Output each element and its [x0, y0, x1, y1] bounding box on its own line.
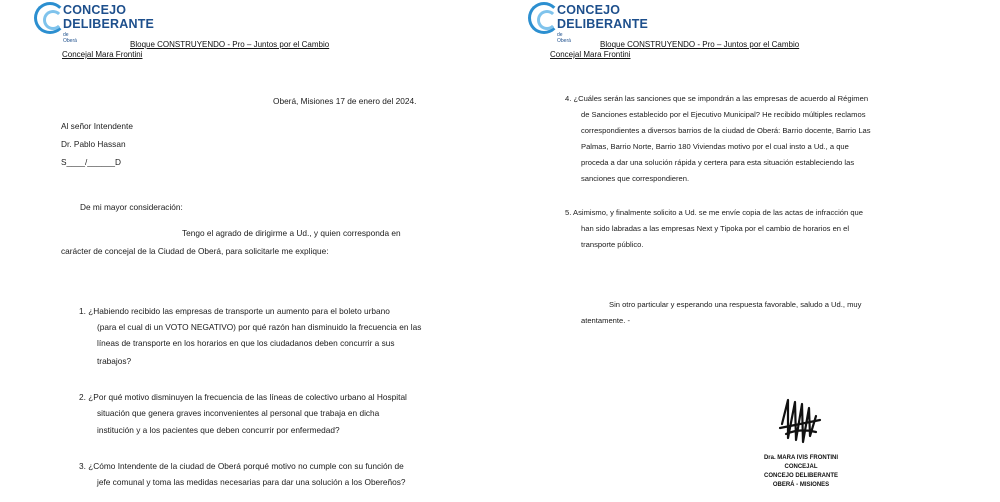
signer-institution: CONCEJO DELIBERANTE	[763, 473, 838, 479]
question-2-line-1: 2. ¿Por qué motivo disminuyen la frecuencia de las líneas de colectivo urbano al Hospital	[79, 392, 407, 402]
logo-line-1: CONCEJO	[557, 3, 621, 17]
handwritten-signature	[776, 394, 826, 454]
concejal-header: Concejal Mara Frontini	[62, 50, 143, 59]
question-3-line-2: jefe comunal y toma las medidas necesarias para dar una solución a los Obereños?	[97, 477, 406, 487]
letter-page-2	[500, 0, 1000, 502]
closing-line-1: Sin otro particular y esperando una respuesta favorable, saludo a Ud., muy	[609, 300, 862, 309]
bloque-header: Bloque CONSTRUYENDO - Pro – Juntos por el Cambio	[130, 40, 330, 49]
signer-role: CONCEJAL	[784, 464, 818, 470]
logo-line-2: DELIBERANTE	[557, 17, 649, 31]
signer-location: OBERÁ - MISIONES	[772, 482, 830, 488]
question-1-line-1: 1. ¿Habiendo recibido las empresas de transporte un aumento para el boleto urbano	[79, 306, 390, 316]
question-4-line-3: correspondientes a diversos barrios de la ciudad de Oberá: Barrio docente, Barrio Las	[581, 126, 871, 135]
logo-line-1: CONCEJO	[63, 3, 127, 17]
question-4-line-6: sanciones que correspondieren.	[581, 174, 690, 183]
bloque-header: Bloque CONSTRUYENDO - Pro – Juntos por el Cambio	[600, 40, 800, 49]
closing-line-2: atentamente. -	[581, 316, 630, 325]
question-5-line-3: transporte público.	[581, 240, 644, 249]
signature-block	[738, 454, 864, 490]
concejal-header: Concejal Mara Frontini	[550, 50, 631, 59]
intro-line-1: Tengo el agrado de dirigirme a Ud., y quien corresponda en	[182, 228, 401, 238]
logo-sub: de Oberá	[63, 32, 77, 44]
logo-line-2: DELIBERANTE	[63, 17, 155, 31]
intro-line-2: carácter de concejal de la Ciudad de Oberá, para solicitarle me explique:	[61, 246, 329, 256]
logo-inner-arc-icon	[537, 10, 557, 30]
question-1-line-2: (para el cual di un VOTO NEGATIVO) por qué razón han disminuido la frecuencia en las	[97, 322, 422, 332]
question-5-line-1: 5. Asimismo, y finalmente solicito a Ud. se me envíe copia de las actas de infracción que	[565, 208, 863, 217]
addressee-line-1: Al señor Intendente	[61, 121, 133, 131]
question-5-line-2: han sido labradas a las empresas Next y Tipoka por el cambio de horarios en el	[581, 224, 850, 233]
question-1-line-4: trabajos?	[97, 356, 132, 366]
question-4-line-5: proceda a dar una solución rápida y certera para esta situación estableciendo las	[581, 158, 855, 167]
question-4-line-1: 4. ¿Cuáles serán las sanciones que se impondrán a las empresas de acuerdo al Régimen	[565, 94, 869, 103]
logo-inner-arc-icon	[43, 10, 63, 30]
logo-sub: de Oberá	[557, 32, 571, 44]
question-2-line-3: institución y a los pacientes que deben concurrir por enfermedad?	[97, 425, 340, 435]
question-1-line-3: líneas de transporte en los horarios en que los ciudadanos deben concurrir a sus	[97, 338, 395, 348]
question-4-line-4: Palmas, Barrio Norte, Barrio 180 Viviendas motivo por el cual insto a Ud., a que	[581, 142, 849, 151]
greeting: De mi mayor consideración:	[80, 202, 183, 212]
addressee-line-2: Dr. Pablo Hassan	[61, 139, 126, 149]
signer-name: Dra. MARA IVIS FRONTINI	[763, 455, 839, 461]
question-4-line-2: de Sanciones establecido por el Ejecutivo Municipal? He recibido múltiples reclamos	[581, 110, 866, 119]
letter-date: Oberá, Misiones 17 de enero del 2024.	[273, 96, 417, 106]
addressee-line-3: S____/______D	[61, 157, 121, 167]
question-3-line-1: 3. ¿Cómo Intendente de la ciudad de Oberá porqué motivo no cumple con su función de	[79, 461, 404, 471]
question-2-line-2: situación que genera graves inconvenientes al personal que trabaja en dicha	[97, 408, 380, 418]
